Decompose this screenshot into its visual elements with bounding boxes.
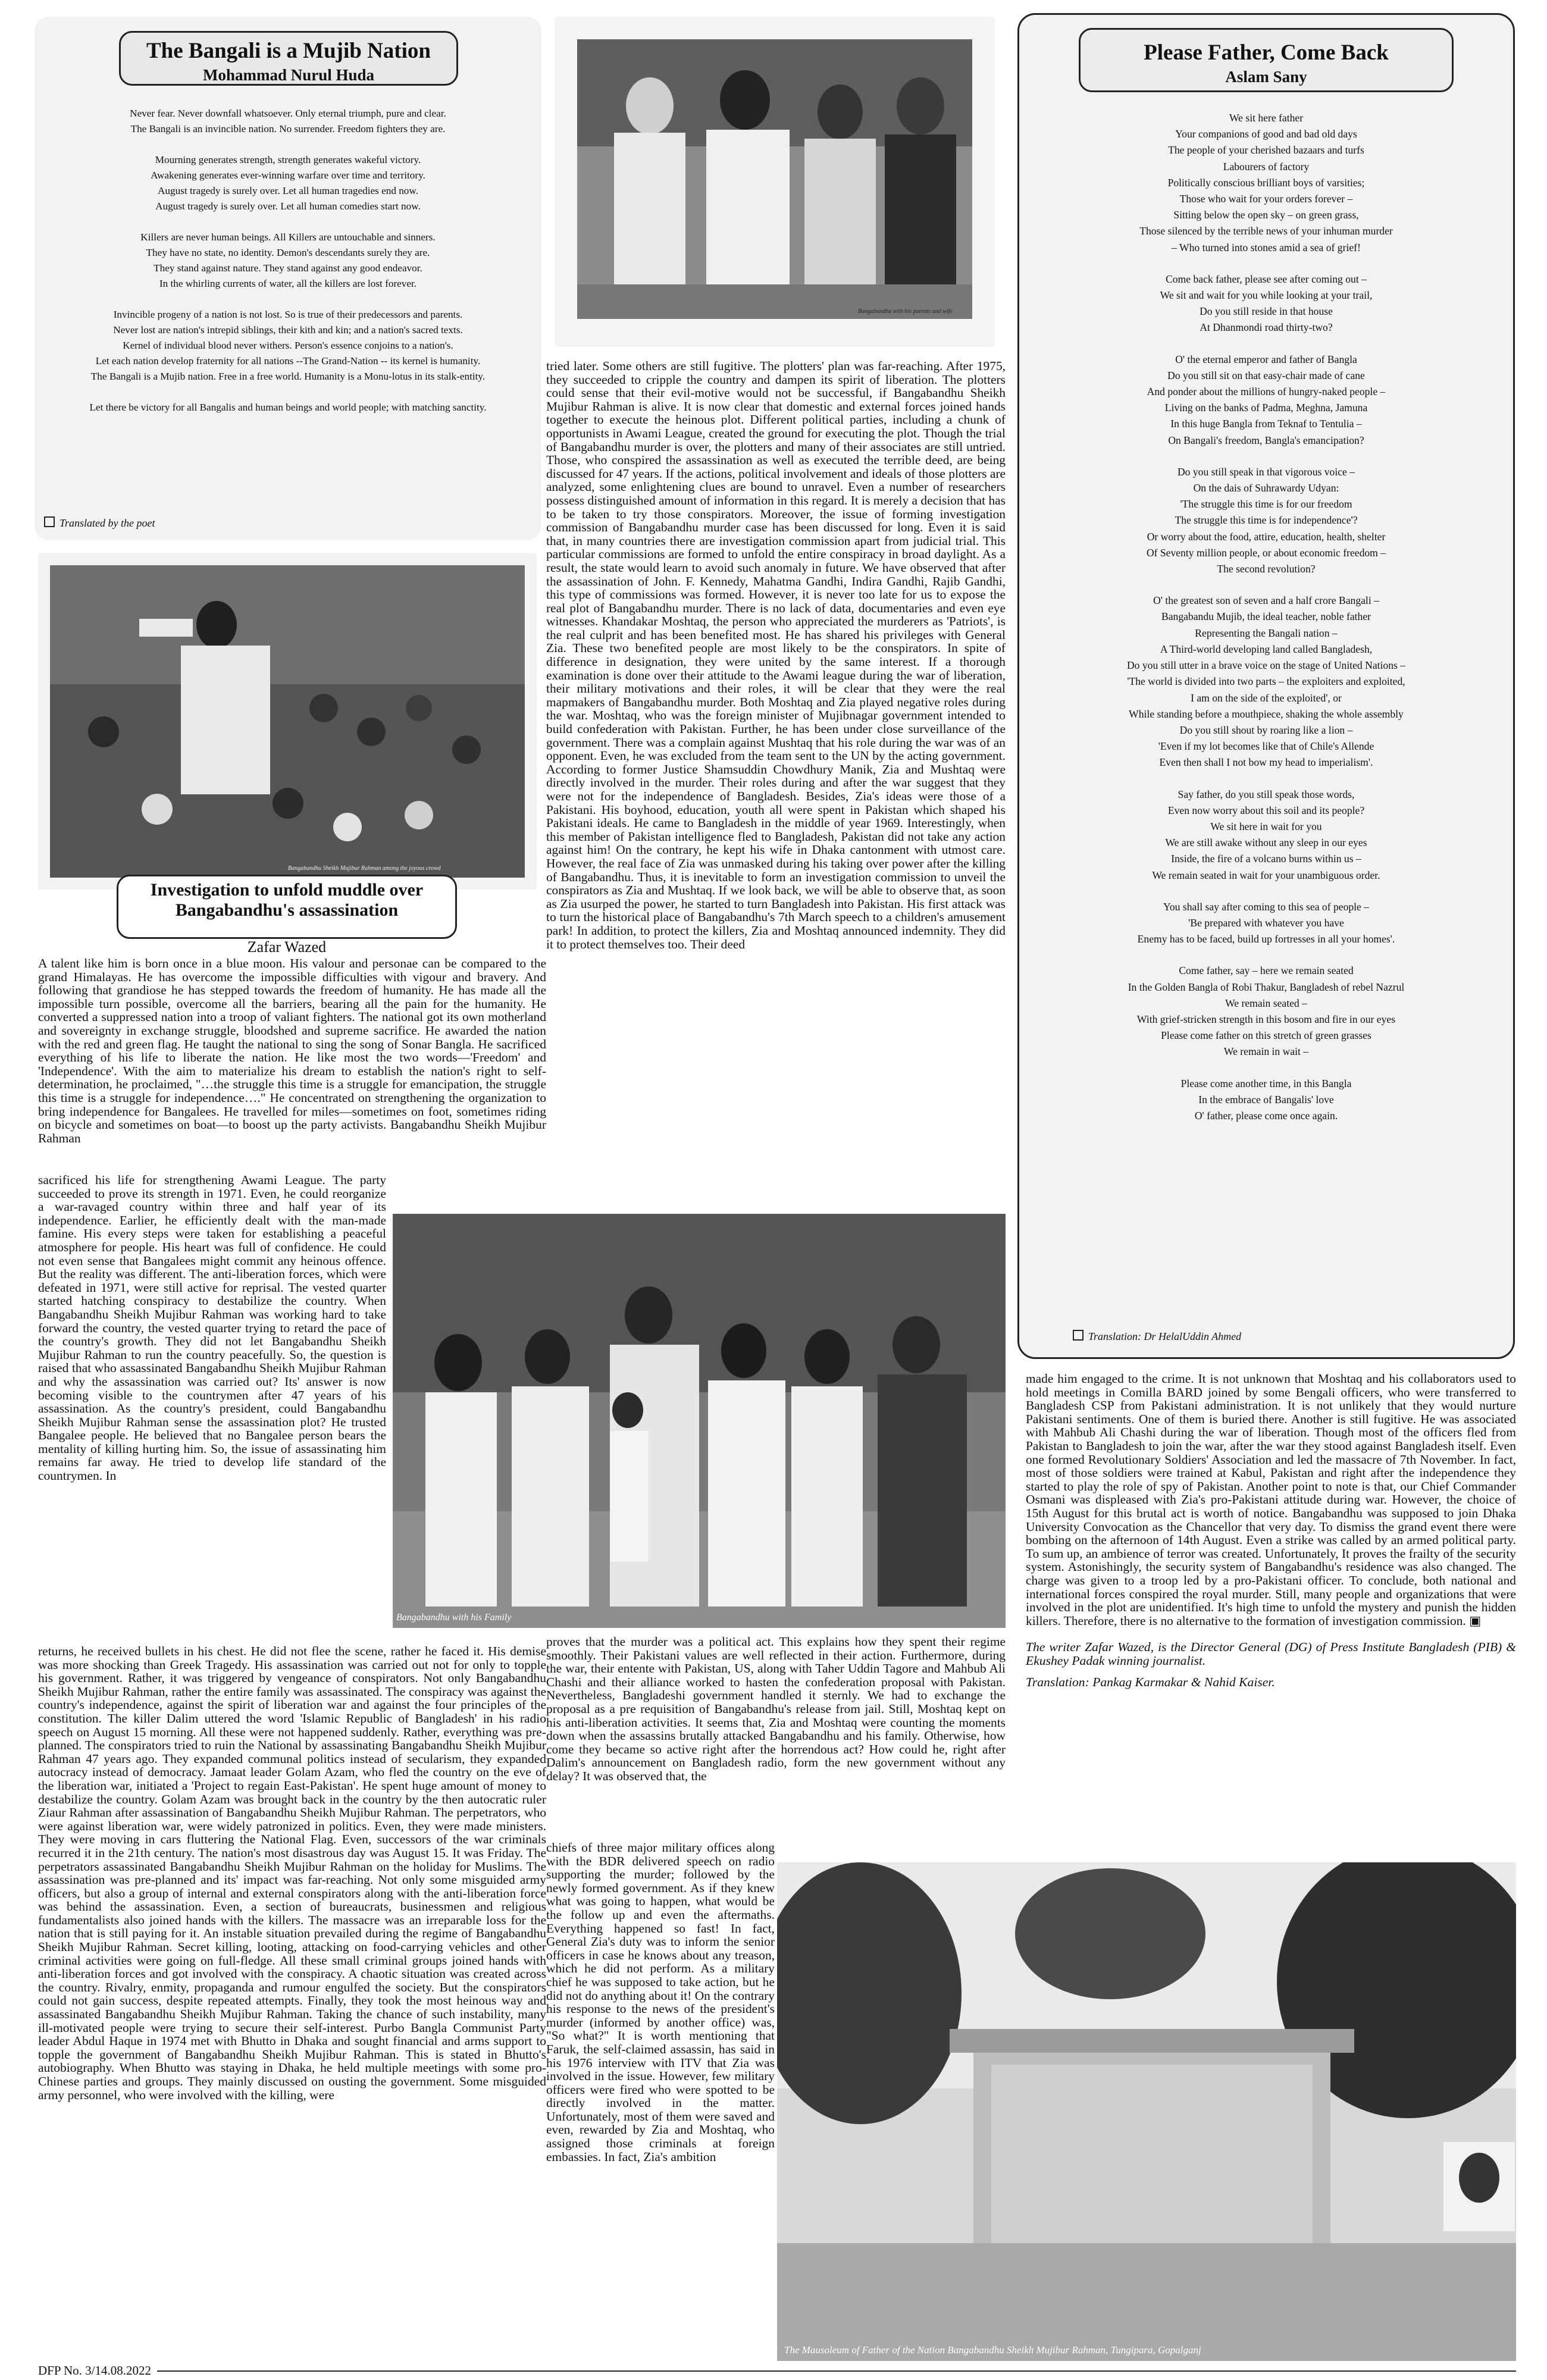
poem2-line: On Bangali's freedom, Bangla's emancipation? <box>1168 434 1364 446</box>
poem2-line: We sit here father <box>1229 112 1304 124</box>
article-title-line2: Bangabandhu's assassination <box>175 900 399 920</box>
poem2-line: Do you still utter in a brave voice on the stage of United Nations – <box>1126 659 1406 672</box>
poem2-line: Even now worry about this soil and its people? <box>1167 804 1365 816</box>
poem2-line: While standing before a mouthpiece, shaking the whole assembly <box>1129 707 1404 720</box>
poem2-line: Come father, say – here we remain seated <box>1179 964 1354 977</box>
article-col2-top: tried later. Some others are still fugitive. The plotters' plan was far-reaching. After 1975, they succeeded to cripple the country and dampen its spirit of liberation. The plotters could sense that their evil-motive would not be successful, if Bangabandhu Sheikh Mujibur Rahman is alive. It is now clear that domestic and external forces joined hands together to execute the heinous plot. Different political parties, including a chunk of opportunists in Awami League, created the ground for executing the plot. Though the trial of Bangabandhu murder is over, the plotters and many of their associates are still untried. Those, who conspired the assassination as well as executed the terrible deed, are being discussed for 47 years. If the actions, political involvement and ideals of those plotters are analyzed, some enlightening clues are bound to unravel. Even a number of researchers possess distinguished amount of information in this regard. It is merely a decision that has to be taken to try those conspirators. Moreover, the issue of forming investigation commission of Bangabandhu murder case has been discussed for long. Even it is said that, in many countries there are investigation commission apart from judicial trial. This particular commissions are formed to unfold the entire conspiracy in broad daylight. As a result, the state would learn to avoid such anomaly in future. We have observed that after the assassination of John. F. Kennedy, Mahatma Gandhi, Indira Gandhi, Rajib Gandhi, this type of commissions was formed. However, it is never too late for us to expose the real plot of Bangabandhu murder. There is no lack of data, documentaries and even eye witnesses. Khandakar Moshtaq, the person who appreciated the murderers as 'Patriots', is the real culprit and has been benefited most. He has shared his privileges with General Zia. These two benefited people are most likely to be the conspirators. In spite of difference in designation, they were united by the same interest. If a thorough examination is done over their attitude to the Awami league during the war of liberation, their military motivations and their roles, it will be clear that they were the real mapmakers of Bangabandhu murder. Both Moshtaq and Zia played negative roles during the war. Moshtaq, who was the foreign minister of Mujibnagar government intended to build confederation with Pakistan. Further, he has been under close surveillance of the government. There was a complain against Mushtaq that his role during the war was of an opponent. Even, he was excluded from the team sent to the UN by the acting government. According to former Justice Shamsuddin Chowdhury Manik, Zia and Mushtaq were directly involved in the murder. Their roles during and after the war suggest that they were not for the independence of Bangladesh. Besides, Zia's ideas were those of a Pakistani. His boyhood, education, youth all were spent in Pakistan which shaped his Pakistani ideals. He came to Bangladesh in the middle of year 1969. Interestingly, when this member of Pakistan intelligence fled to Bangladesh, Pakistan did not take any action against him! On the contrary, he kept his wife in Dhaka cantonment with utmost care. However, the real face of Zia was unmasked during his taking over power after the killing of Bangabandhu. Thus, it is inevitable to form an investigation commission to unveil the conspirators as Zia and Mushtaq. If we look back, we will be able to observe that, as soon as Zia usurped the power, he started to turn Bangladesh into Pakistan. His first attack was to turn the historical place of Bangabandhu's 7th March speech to a children's amusement park! In addition, to protect the killers, Zia and Moshtaq announced indemnity. They did it to protect themselves too. Their deed <box>546 359 1006 951</box>
poem2-line: Do you still sit on that easy-chair made of cane <box>1167 369 1365 381</box>
poem2-line: 'Be prepared with whatever you have <box>1188 916 1344 929</box>
poem2-line: Say father, do you still speak those words, <box>1178 788 1355 800</box>
poem1-line <box>40 292 536 307</box>
poem1-line: August tragedy is surely over. Let all human tragedies end now. <box>157 185 418 196</box>
poem2-credit: Translation: Dr HelalUddin Ahmed <box>1088 1330 1242 1342</box>
article-bio <box>1026 1640 1516 1667</box>
article-col1-bottom: returns, he received bullets in his chest. He did not flee the scene, rather he faced it. His demise was more shocking than Greek Tragedy. His assassination was carried out not for only to topple his government. Rather, it was triggered by vengeance of conspirators. Not only Bangabandhu Sheikh Mujibur Rahman, rather the entire family was assassinated. The conspiracy was against the country's independence, against the spirit of liberation war and against the four principles of the constitution. The killer Dalim uttered the word 'Islamic Republic of Bangladesh' in his radio speech on August 15 morning. All these were not happened suddenly. Rather, everything was pre-planned. The conspirators tried to ruin the National by assassinating Bangabandhu Sheikh Mujibur Rahman 47 years ago. They expanded communal politics instead of secularism, they expanded autocracy instead of democracy. Jamaat leader Golam Azam, who fled the country on the eve of the liberation war, initiated a 'Project to regain East-Pakistan'. He spent huge amount of money to destabilize the country. Golam Azam was brought back in the country by the then autocratic ruler Ziaur Rahman after assassination of Bangabandhu Sheikh Mujibur Rahman. The perpetrators, who were against liberation war, were widely patronized in politics. Even, they were made ministers. They were moving in cars fluttering the National Flag. Even, successors of the war criminals recurred it in the 21th century. The nation's most disastrous day was August 15. It was Friday. The perpetrators assassinated Bangabandhu Sheikh Mujibur Rahman on the holiday for Muslims. The assassination was pre-planned and its' impact was far-reaching. Not only some misguided army officers, but also a group of internal and external conspirators along with the anti-liberation force was behind the assassination. Even, a section of bureaucrats, businessmen and religious fundamentalists also joined hands with the killers. The massacre was an irreparable loss for the nation that is still paying for it. An instable situation prevailed during the regime of Bangabandhu Sheikh Mujibur Rahman. Secret killing, looting, attacking on food-carrying vehicles and other criminal activities were going on full-fledge. All these small criminal groups joined hands with anti-liberation forces and got involved with the conspiracy. A chaotic situation was created across the country. Rivalry, enmity, propaganda and rumour engulfed the society. But the conspirators could not gain success, despite repeated attempts. Finally, they took the most heinous way and assassinated Bangabandhu Sheikh Mujibur Rahman. Taking the chance of such instability, many ill-motivated people were trying to secure their self-interest. Purbo Bangla Communist Party leader Abdul Haque in 1974 met with Bhutto in Dhaka and sought financial and arms support to topple the government of Bangabandhu Sheikh Mujibur Rahman. This is stated in Bhutto's autobiography. When Bhutto was staying in Dhaka, he held multiple meetings with some pro-Chinese parties and groups. They mainly discussed on ousting the government. Some misguided army personnel, who were involved with the killing, were <box>38 1645 546 2102</box>
poem2-line: The people of your cherished bazaars and turfs <box>1168 144 1364 156</box>
poem2-line: O' the greatest son of seven and a half crore Bangali – <box>1153 594 1379 607</box>
poem2-line: O' father, please come once again. <box>1194 1109 1338 1122</box>
poem1-line: The Bangali is a Mujib nation. Free in a free world. Humanity is a Monu-lotus in its stalk-entity. <box>90 371 486 382</box>
poem2-line <box>1025 771 1507 787</box>
poem2-line: O' the eternal emperor and father of Bangla <box>1175 353 1357 365</box>
poem1-line: Invincible progeny of a nation is not lost. So is true of their predecessors and parents. <box>113 309 463 320</box>
poem1-line: Awakening generates ever-winning warfare over time and territory. <box>151 170 425 181</box>
poem1-credit-row <box>44 516 342 530</box>
poem2-line: In the embrace of Bangalis' love <box>1198 1093 1334 1106</box>
poem1-line: In the whirling currents of water, all the killers are lost forever. <box>159 278 417 289</box>
poem2-line: With grief-stricken strength in this bosom and fire in our eyes <box>1136 1013 1396 1025</box>
poem2-line: You shall say after coming to this sea of people – <box>1163 900 1370 913</box>
poem2-line: 'The world is divided into two parts – the exploiters and exploited, <box>1127 675 1405 688</box>
poem2-line: The struggle this time is for independence'? <box>1175 514 1358 527</box>
poem2-line <box>1025 256 1507 271</box>
photo-rally-image <box>38 553 537 890</box>
end-mark-icon: ▣ <box>1469 1613 1482 1628</box>
article-col3-block <box>1026 1372 1516 1848</box>
poem2-line: Do you still speak in that vigorous voice – <box>1177 465 1355 478</box>
article-col1-narrow: sacrificed his life for strengthening Awami League. The party succeeded to prove its strength in 1971. Even, he could reorganize a war-ravaged country within three and half year of its independence. Earlier, he efficiently dealt with the man-made famine. His every steps were taken for establishing a peaceful atmosphere for people. His heart was full of confidence. He could not even sense that Bangalees might commit any heinous offence. But the reality was different. The anti-liberation forces, which were defeated in 1971, were still active for reprisal. The vested quarter started hatching conspiracy to destabilize the country. When Bangabandhu Sheikh Mujibur Rahman was working hard to take forward the country, the vested quarter trying to retard the pace of the country's growth. They did not let Bangabandhu Sheikh Mujibur Rahman to run the country peacefully. So, the question is raised that who assassinated Bangabandhu Sheikh Mujibur Rahman and why the assassination was carried out? Its' answer is now becoming visible to the countrymen after 47 years of his assassination. As the country's president, could Bangabandhu Sheikh Mujibur Rahman sense the assassination plot? He trusted Bangalee people. He believed that no Bangalee person bears the mentality of killing hurting him. So, the issue of assassinating him remains far away. He tried to develop life standard of the countrymen. In <box>38 1173 386 1483</box>
poem1-line: The Bangali is an invincible nation. No surrender. Freedom fighters they are. <box>130 123 446 134</box>
poem2-author: Aslam Sany <box>1225 68 1307 86</box>
square-bullet-icon <box>44 516 55 527</box>
poem2-line <box>1025 577 1507 593</box>
photo-rally <box>38 553 537 890</box>
poem2-line: We remain in wait – <box>1223 1045 1309 1058</box>
poem2-line: Those silenced by the terrible news of your inhuman murder <box>1139 225 1393 237</box>
poem2-line: Your companions of good and bad old days <box>1175 128 1357 140</box>
poem2-line: We sit and wait for you while looking at your trail, <box>1160 289 1373 302</box>
poem1-lines <box>40 106 536 415</box>
poem2-line: Politically conscious brilliant boys of varsities; <box>1167 176 1365 189</box>
poem2-line: Labourers of factory <box>1223 160 1310 173</box>
photo-rally-caption: Bangabandhu Sheikh Mujibur Rahman among the joyous crowd <box>288 865 441 872</box>
photo-family-image <box>393 1214 1006 1628</box>
article-bio-text: The writer Zafar Wazed, is the Director General (DG) of Press Institute Bangladesh (PIB) & Ekushey Padak winning journalist. <box>1026 1640 1516 1668</box>
article-col1-top: A talent like him is born once in a blue moon. His valour and personae can be compared to the grand Himalayas. He has overcome the impossible difficulties with vigour and bravery. And following that grandiose he has stepped towards the freedom of humanity. He has made all the impossible turn possible, overcome all the barriers, bearing all the pain for the humanity. He converted a suppressed nation into a troop of valiant fighters. The national got its own motherland and sovereignty in exchange struggle, bloodshed and supreme sacrifice. He awarded the nation with the red and green flag. He taught the national to sing the song of Sonar Bangla. He sacrificed everything of his life to liberate the nation. He like most the two words—'Freedom' and 'Independence'. With the aim to materialize his dream to establish the nation's right to self-determination, he proclaimed, "…the struggle this time is a struggle for emancipation, the struggle this time is a struggle for independence…." He concentrated on strengthening the organization to bring independence for Bangalees. He travelled for miles—sometimes on foot, sometimes riding on bicycle and sometimes on boat—to boost up the party activists. Bangabandhu Sheikh Mujibur Rahman <box>38 957 546 1145</box>
article-col3-text <box>1026 1372 1516 1627</box>
poem1-line <box>40 214 536 230</box>
article-author: Zafar Wazed <box>247 938 327 956</box>
poem2-line: I am on the side of the exploited', or <box>1191 691 1342 704</box>
poem1-line: They have no state, no identity. Demon's descendants surely they are. <box>146 247 430 258</box>
poem2-line: Representing the Bangali nation – <box>1195 627 1338 639</box>
poem2-line: At Dhanmondi road thirty-two? <box>1200 321 1333 334</box>
article-col2-bottom: proves that the murder was a political act. This explains how they spent their regime smoothly. Their Pakistani values are well reflected in their action. Furthermore, during the war, their entente with Pakistan, US, along with Taher Uddin Tagore and Mahbub Ali Chashi and their alliance worked to hasten the confederation proposal with Pakistan. Nevertheless, Bangladeshi government handled it sternly. We had to exchange the proposal as a pre requisition of Bangabandhu's release from jail. Still, Moshtaq kept on his anti-liberation activities. It seems that, Zia and Moshtaq were counting the moments down when the assassins brutally attacked Bangabandhu and his family. Otherwise, how come they became so active right after the horrendous act? How could he, right after Dalim's announcement on Bangladesh radio, form the new government without any delay? It was observed that, the <box>546 1635 1006 1783</box>
footer-issue: DFP No. 3/14.08.2022 <box>38 2363 157 2378</box>
poem2-credit-row <box>1073 1330 1430 1343</box>
poem1-line <box>40 384 536 400</box>
poem1-line <box>40 137 536 152</box>
poem2-line: In the Golden Bangla of Robi Thakur, Bangladesh of rebel Nazrul <box>1128 981 1405 993</box>
poem1-line: Mourning generates strength, strength generates wakeful victory. <box>155 154 421 165</box>
poem2-line <box>1025 947 1507 963</box>
poem2-line <box>1025 449 1507 464</box>
poem2-line: We are still awake without any sleep in our eyes <box>1165 837 1367 849</box>
poem2-line: Those who wait for your orders forever – <box>1179 193 1353 205</box>
poem2-line: In this huge Bangla from Teknaf to Tentulia – <box>1170 418 1362 430</box>
poem1-line: Never lost are nation's intrepid siblings, their kith and kin; and a nation's sacred texts. <box>113 324 463 336</box>
poem2-line: 'Even if my lot becomes like that of Chile's Allende <box>1158 740 1374 753</box>
photo-family <box>393 1214 1006 1628</box>
poem2-line <box>1025 884 1507 899</box>
poem2-line: Living on the banks of Padma, Meghna, Jamuna <box>1164 402 1368 414</box>
poem2-line: On the dais of Suhrawardy Udyan: <box>1193 482 1339 494</box>
poem1-line: Let each nation develop fraternity for all nations --The Grand-Nation -- its kernel is humanity. <box>95 355 481 367</box>
poem2-line: Please come father on this stretch of green grasses <box>1161 1029 1371 1042</box>
poem1-panel <box>35 17 541 540</box>
poem2-title-box <box>1079 28 1454 92</box>
poem1-line: Never fear. Never downfall whatsoever. Only eternal triumph, pure and clear. <box>130 108 446 119</box>
poem1-line: Kernel of individual blood never withers. Person's essence conjoins to a nation's. <box>123 340 453 351</box>
article-col3: made him engaged to the crime. It is not unknown that Moshtaq and his collaborators used to hold meetings in Comilla BARD joined by some Bengali officers, who were transferred to Bangladesh CSP from Pakistani administration. It is not unlikely that they would nurture Pakistani sentiments. One of them is buried there. Another is still fugitive. He was associated with Mahbub Ali Chashi during the war of liberation. Though most of the officers fled from Pakistan to Bangladesh to join the war, after the war they stood against Bangladesh itself. Even one formed Revolutionary Soldiers' Association and led the massacre of 7th November. In fact, most of those soldiers were trained at Kabul, Pakistan and right after the independence they started to play the role of spy of Pakistan. Another point to note is that, our Chief Commander Osmani was displeased with Zia's pro-Pakistani attitude during war. However, the choice of 15th August for this brutal act is worth of notice. Bangabandhu was supposed to join Dhaka University Convocation as the Chancellor that very day. To dismiss the grand event there were bombing on the afternoon of 14th August. Even a strike was called by an armed political party. To sum up, an ambience of terror was created. Unfortunately, It proves the frailty of the security system. Astonishingly, the security system of Bangabandhu's residence was also changed. The charge was given to a troop led by a pro-Pakistani officer. To conclude, both national and international forces conspired the royal murder. Still, many people and organizations that were involved in the plot are unidentified. It's high time to unfold the mystery and punish the hidden killers. Therefore, there is no alternative to the formation of investigation commission. <box>1026 1371 1516 1628</box>
poem2-line: Do you still shout by roaring like a lion – <box>1179 724 1353 736</box>
article-title-box <box>117 875 457 939</box>
photo-mausoleum-image <box>777 1862 1516 2361</box>
poem1-title-box <box>119 31 458 86</box>
poem1-title: The Bangali is a Mujib Nation <box>146 39 431 63</box>
poem2-line <box>1025 336 1507 352</box>
poem1-line: Let there be victory for all Bangalis and human beings and world people; with matching sanctity. <box>89 402 487 413</box>
poem2-line: A Third-world developing land called Bangladesh, <box>1160 643 1373 655</box>
poem1-line: They stand against nature. They stand against any good endeavor. <box>154 262 422 274</box>
poem1-author: Mohammad Nurul Huda <box>202 66 375 84</box>
poem2-title: Please Father, Come Back <box>1144 40 1389 65</box>
poem2-line: Enemy has to be faced, build up fortresses in all your homes'. <box>1137 933 1395 945</box>
square-bullet-icon <box>1073 1330 1083 1341</box>
poem2-panel <box>1017 13 1515 1359</box>
poem2-line: Of Seventy million people, or about economic freedom – <box>1146 546 1386 559</box>
poem2-line: And ponder about the millions of hungry-naked people – <box>1147 386 1386 398</box>
poem1-line: August tragedy is surely over. Let all human comedies start now. <box>155 201 421 212</box>
poem2-line: Inside, the fire of a volcano burns within us – <box>1171 853 1361 865</box>
poem2-lines <box>1025 110 1507 1124</box>
poem2-line: – Who turned into stones amid a sea of grief! <box>1172 241 1361 253</box>
photo-parents-caption: Bangabandhu with his parents and wife <box>858 308 953 315</box>
photo-family-caption: Bangabandhu with his Family <box>396 1612 512 1623</box>
photo-mausoleum <box>777 1862 1516 2361</box>
poem2-line: Even then shall I not bow my head to imperialism'. <box>1159 756 1373 769</box>
article-translation: Translation: Pankag Karmakar & Nahid Kaiser. <box>1026 1675 1275 1690</box>
photo-parents-image <box>555 17 995 347</box>
poem2-line: We remain seated – <box>1225 997 1307 1009</box>
article-col2-narrow: chiefs of three major military offices along with the BDR delivered speech on radio supporting the murder; followed by the newly formed government. As if they knew what was going to happen, what would be the follow up and even the aftermaths. Everything happened so fast! In fact, General Zia's duty was to inform the senior officers in case he knows about any treason, which he did not perform. As a military chief he was supposed to take action, but he did not do anything about it! On the contrary his response to the news of the president's murder (informed by another office) was, "So what?" It is worth mentioning that Faruk, the self-claimed assassin, has said in his 1976 interview with ITV that Zia was involved in the issue. However, few military officers were fired who were spotted to be directly involved in the matter. Unfortunately, most of them were saved and even, rewarded by Zia and Moshtaq, who assigned those criminals at foreign embassies. In fact, Zia's ambition <box>546 1841 775 2164</box>
poem2-line <box>1025 1060 1507 1076</box>
poem2-line: Come back father, please see after coming out – <box>1166 273 1367 285</box>
footer-rule <box>38 2370 1516 2372</box>
photo-parents <box>555 17 995 347</box>
poem2-line: 'The struggle this time is for our freedom <box>1180 498 1352 511</box>
poem2-line: We remain seated in wait for your unambiguous order. <box>1152 869 1380 881</box>
poem1-line: Killers are never human beings. All Killers are untouchable and sinners. <box>140 231 436 243</box>
article-title-line1: Investigation to unfold muddle over <box>150 880 424 900</box>
poem2-line: We sit here in wait for you <box>1210 820 1322 832</box>
poem2-line: Sitting below the open sky – on green grass, <box>1173 209 1359 221</box>
poem2-line: Bangabandu Mujib, the ideal teacher, noble father <box>1161 610 1371 623</box>
poem2-line: Or worry about the food, attire, education, health, shelter <box>1147 530 1386 543</box>
photo-mausoleum-caption: The Mausoleum of Father of the Nation Bangabandhu Sheikh Mujibur Rahman, Tungipara, Gopalganj <box>784 2344 1201 2356</box>
poem2-line: Do you still reside in that house <box>1200 305 1333 318</box>
poem1-credit: Translated by the poet <box>60 517 155 529</box>
poem2-line: Please come another time, in this Bangla <box>1180 1077 1352 1089</box>
poem2-line: The second revolution? <box>1217 563 1316 575</box>
